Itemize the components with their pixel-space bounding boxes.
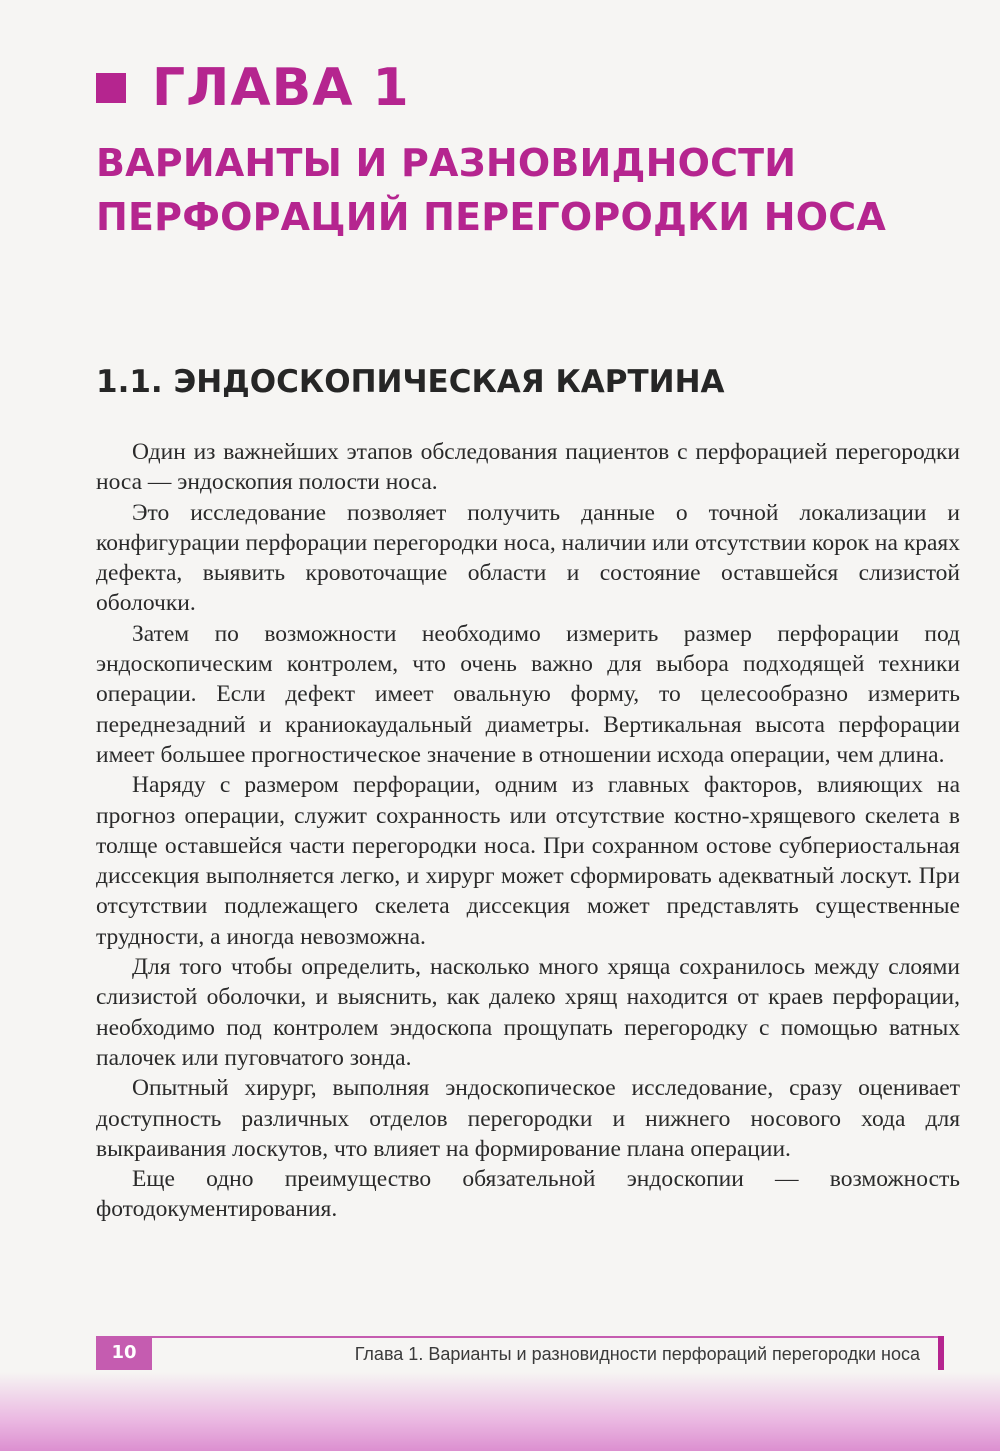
paragraph-6: Опытный хирург, выполняя эндоскопическое исследование, сразу оценивает доступность различных отделов перегородки и нижнего носового хода для выкраивания лоскутов, что влияет на формирование плана операции. (96, 1075, 960, 1162)
paragraph-7: Еще одно преимущество обязательной эндоскопии — возможность фотодокументирования. (96, 1166, 960, 1223)
paragraph-1: Один из важнейших этапов обследования пациентов с перфорацией перегородки носа — эндоскопия полости носа. (96, 439, 960, 496)
chapter-title (96, 136, 886, 244)
page-footer (96, 1336, 944, 1370)
footer-end-bar (938, 1336, 944, 1370)
chapter-label: ГЛАВА 1 (152, 58, 410, 118)
body-text (96, 437, 960, 1225)
chapter-heading (96, 58, 410, 118)
running-title: Глава 1. Варианты и разновидности перфораций перегородки носа (354, 1344, 920, 1364)
bottom-decoration (0, 1372, 1000, 1451)
footer-rule (152, 1336, 938, 1338)
paragraph-2: Это исследование позволяет получить данные о точной локализации и конфигурации перфорации перегородки носа, наличии или отсутствии корок на краях дефекта, выявить кровоточащие области и состояние оставшейся слизистой оболочки. (96, 499, 960, 617)
paragraph-3: Затем по возможности необходимо измерить размер перфорации под эндоскопическим контролем, что очень важно для выбора подходящей техники операции. Если дефект имеет овальную форму, то целесообразно измерить переднезадний и краниокаудальный диаметры. Вертикальная высота перфорации имеет большее прогностическое значение в отношении исхода операции, чем длина. (96, 620, 960, 768)
paragraph-4: Наряду с размером перфорации, одним из главных факторов, влияющих на прогноз операции, служит сохранность или отсутствие костно-хрящевого скелета в толще оставшейся части перегородки носа. При сохранном остове субпериостальная диссекция выполняется легко, и хирург может сформировать адекватный лоскут. При отсутствии подлежащего скелета диссекция может представлять существенные трудности, а иногда невозможна. (96, 772, 960, 950)
chapter-title-line-1: ВАРИАНТЫ И РАЗНОВИДНОСТИ (96, 141, 797, 185)
chapter-title-line-2: ПЕРФОРАЦИЙ ПЕРЕГОРОДКИ НОСА (96, 195, 886, 239)
paragraph-5: Для того чтобы определить, насколько много хряща сохранилось между слоями слизистой оболочки, и выяснить, как далеко хрящ находится от краев перфорации, необходимо под контролем эндоскопа прощупать перегородку с помощью ватных палочек или пуговчатого зонда. (96, 954, 960, 1071)
chapter-marker-square (96, 73, 126, 103)
section-title: 1.1. ЭНДОСКОПИЧЕСКАЯ КАРТИНА (96, 364, 725, 400)
page-number: 10 (96, 1336, 152, 1370)
